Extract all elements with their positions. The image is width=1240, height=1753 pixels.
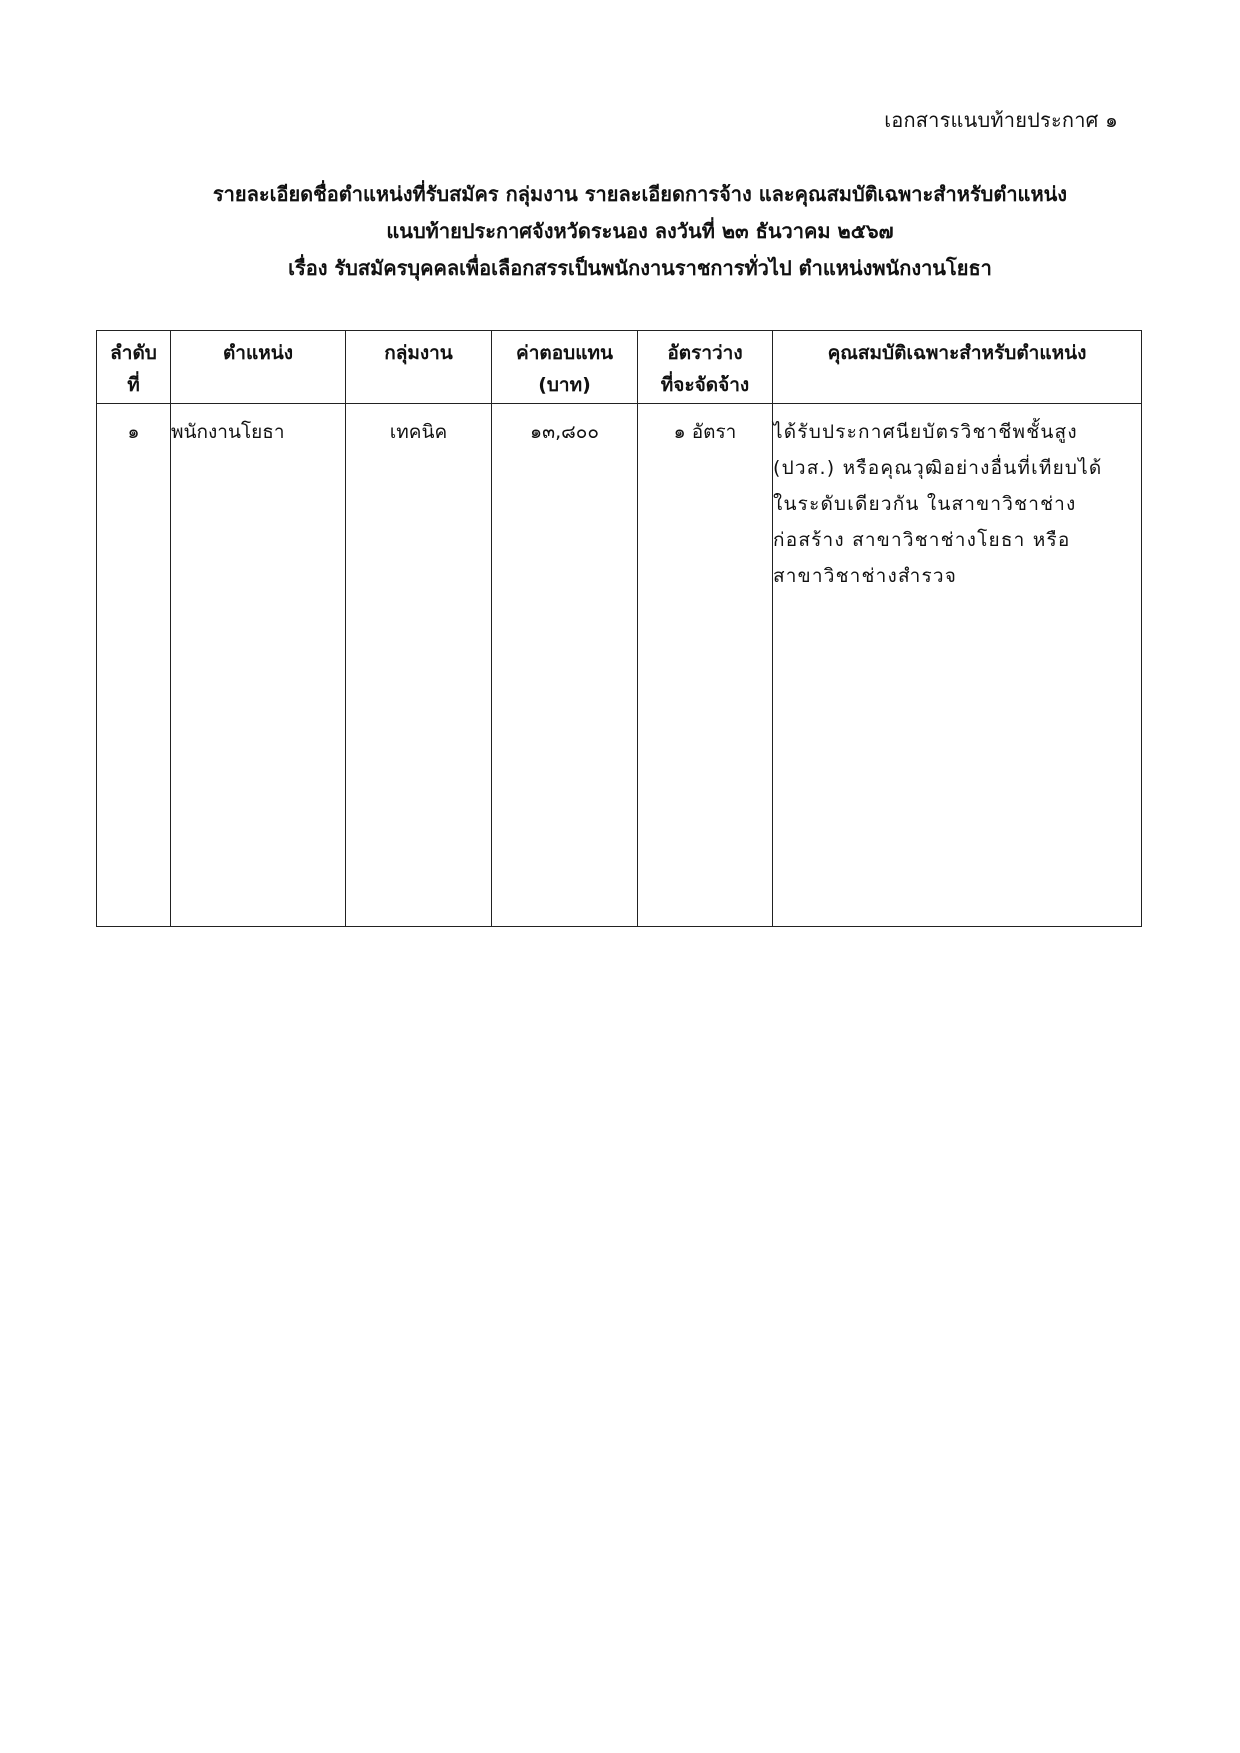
qualification-line-1: ได้รับประกาศนียบัตรวิชาชีพชั้นสูง bbox=[773, 421, 1078, 443]
cell-group: เทคนิค bbox=[346, 404, 492, 927]
cell-qualification bbox=[773, 404, 1142, 927]
header-rate-line-2: ที่จะจัดจ้าง bbox=[660, 374, 750, 396]
cell-number: ๑ bbox=[97, 404, 171, 927]
header-number bbox=[97, 331, 171, 404]
header-rate-line-1: อัตราว่าง bbox=[667, 342, 743, 364]
heading-line-1: รายละเอียดชื่อตำแหน่งที่รับสมัคร กลุ่มงาน รายละเอียดการจ้าง และคุณสมบัติเฉพาะสำหรับตำแหน่ง bbox=[212, 182, 1068, 206]
cell-rate: ๑ อัตรา bbox=[638, 404, 773, 927]
qualification-line-4: ก่อสร้าง สาขาวิชาช่างโยธา หรือ bbox=[773, 529, 1071, 551]
qualification-line-2: (ปวส.) หรือคุณวุฒิอย่างอื่นที่เทียบได้ bbox=[773, 457, 1103, 479]
heading-line-2: แนบท้ายประกาศจังหวัดระนอง ลงวันที่ ๒๓ ธันวาคม ๒๕๖๗ bbox=[386, 219, 894, 243]
header-qualification: คุณสมบัติเฉพาะสำหรับตำแหน่ง bbox=[773, 331, 1142, 404]
positions-table bbox=[96, 330, 1142, 927]
attachment-reference: เอกสารแนบท้ายประกาศ ๑ bbox=[884, 108, 1118, 132]
qualification-line-3: ในระดับเดียวกัน ในสาขาวิชาช่าง bbox=[773, 493, 1077, 515]
header-group: กลุ่มงาน bbox=[346, 331, 492, 404]
heading-line-3: เรื่อง รับสมัครบุคคลเพื่อเลือกสรรเป็นพนักงานราชการทั่วไป ตำแหน่งพนักงานโยธา bbox=[288, 256, 992, 280]
header-pay-line-1: ค่าตอบแทน bbox=[516, 342, 613, 364]
document-heading bbox=[0, 176, 1240, 287]
header-position: ตำแหน่ง bbox=[171, 331, 346, 404]
table-row bbox=[97, 404, 1142, 927]
header-rate bbox=[638, 331, 773, 404]
header-pay-line-2: (บาท) bbox=[538, 374, 591, 396]
cell-pay: ๑๓,๘๐๐ bbox=[492, 404, 638, 927]
header-pay bbox=[492, 331, 638, 404]
cell-position: พนักงานโยธา bbox=[171, 404, 346, 927]
qualification-line-5: สาขาวิชาช่างสำรวจ bbox=[773, 565, 958, 587]
header-number-line-2: ที่ bbox=[127, 374, 140, 396]
table-header-row bbox=[97, 331, 1142, 404]
header-number-line-1: ลำดับ bbox=[110, 342, 157, 364]
